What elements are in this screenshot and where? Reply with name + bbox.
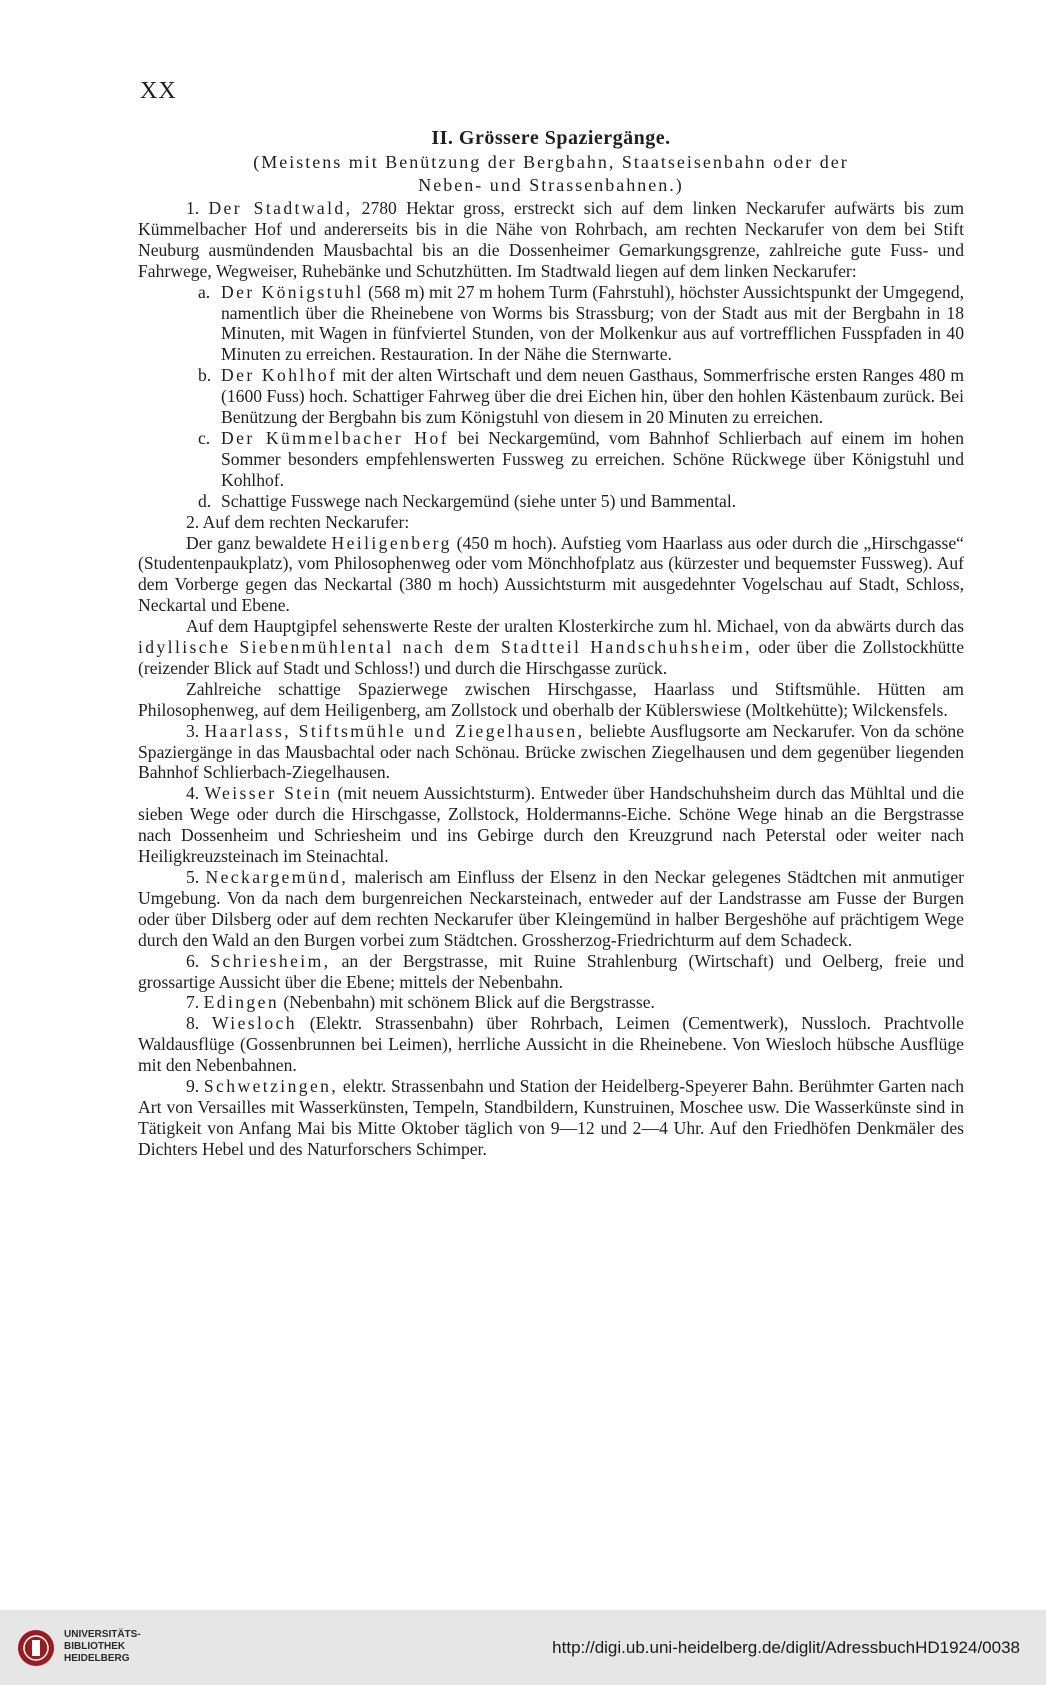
library-name: UNIVERSITÄTS- BIBLIOTHEK HEIDELBERG	[64, 1629, 141, 1664]
page-number: XX	[140, 78, 177, 104]
paragraph-6: 6. Schriesheim, an der Bergstrasse, mit Ruine Strahlenburg (Wirtschaft) und Oelberg, freie und grossartige Aussicht über die Ebene; mittels der Nebenbahn.	[138, 950, 965, 992]
paragraph-5: 5. Neckargemünd, malerisch am Einfluss der Elsenz in den Neckar gelegenes Städtchen mit anmutiger Umgebung. Von da nach dem burgenreichen Neckarsteinach, entweder auf der Landstrasse am Fusse der Burgen oder über Dilsberg oder auf dem rechten Neckarufer über Kleingemünd in halber Bergeshöhe auf prächtigem Wege durch den Wald an den Burgen vorbei zum Städtchen. Grossherzog-Friedrichturm auf dem Schadeck.	[138, 867, 964, 950]
paragraph-9: 9. Schwetzingen, elektr. Strassenbahn und Station der Heidelberg-Speyerer Bahn. Berühmter Garten nach Art von Versailles mit Wasserkünsten, Tempeln, Standbildern, Kunstruinen, Moschee usw. Die Wasserkünste sind in Tätigkeit von Anfang Mai bis Mitte Oktober täglich von 9—12 und 2—4 Uhr. Auf den Friedhöfen Denkmäler des Dichters Hebel und des Naturforschers Schimper.	[138, 1076, 964, 1159]
item-b: b. Der Kohlhof mit der alten Wirtschaft und dem neuen Gasthaus, Sommerfrische ersten Ranges 480 m (1600 Fuss) hoch. Schattiger Fahrweg über die drei Eichen hin, über den hohlen Kästenbaum zurück. Bei Benützung der Bergbahn bis zum Königstuhl von diesem in 20 Minuten zu erreichen.	[198, 365, 965, 428]
section-title: II. Grössere Spaziergänge.	[431, 127, 671, 149]
source-url-link[interactable]: http://digi.ub.uni-heidelberg.de/diglit/AdressbuchHD1924/0038	[552, 1638, 1020, 1657]
paragraph-3: 3. Haarlass, Stiftsmühle und Ziegelhausen, beliebte Ausflugsorte am Neckarufer. Von da schöne Spaziergänge in das Mausbachtal oder nach Schönau. Brücke zwischen Ziegelhausen und dem gegenüber liegenden Bahnhof Schlierbach-Ziegelhausen.	[138, 720, 965, 783]
paragraph-1: 1. Der Stadtwald, 2780 Hektar gross, erstreckt sich auf dem linken Neckarufer aufwärts bis zum Kümmelbacher Hof und andererseits bis in die Nähe von Rohrbach, am rechten Neckarufer von dem bei Stift Neuburg ausmündenden Mausbachtal bis an die Dossenheimer Gemarkungsgrenze, zahlreiche gute Fuss- und Fahrwege, Wegweiser, Ruhebänke und Schutzhütten. Im Stadtwald liegen auf dem linken Neckarufer:	[138, 198, 965, 281]
paragraph-2-hauptgipfel: Auf dem Hauptgipfel sehenswerte Reste der uralten Klosterkirche zum hl. Michael, von da abwärts durch das idyllische Siebenmühlental nach dem Stadtteil Handschuhsheim, oder über die Zollstockhütte (reizender Blick auf Stadt und Schloss!) und durch die Hirschgasse zurück.	[138, 616, 965, 678]
paragraph-2-heading: 2. Auf dem rechten Neckarufer:	[186, 511, 410, 532]
paragraph-2-spazierwege: Zahlreiche schattige Spazierwege zwischen Hirschgasse, Haarlass und Stiftsmühle. Hütten am Philosophenweg, auf dem Heiligenberg, am Zollstock und oberhalb der Küblerswiese (Moltkehütte); Wilckensfels.	[138, 678, 964, 720]
section-subtitle-line-1: (Meistens mit Benützung der Bergbahn, Staatseisenbahn oder der	[253, 152, 849, 172]
item-d: d. Schattige Fusswege nach Neckargemünd (siehe unter 5) und Bammental.	[198, 490, 737, 511]
item-c: c. Der Kümmelbacher Hof bei Neckargemünd, vom Bahnhof Schlierbach auf einem im hohen Sommer besonders empfehlenswerten Fussweg zu erreichen. Schöne Rückwege über Königstuhl und Kohlhof.	[198, 427, 965, 490]
item-a: a. Der Königstuhl (568 m) mit 27 m hohem Turm (Fahrstuhl), höchster Aussichtspunkt der Umgegend, namentlich über die Rheinebene von Worms bis Strassburg; von der Stadt aus mit der Bergbahn in 18 Minuten, mit Wagen in fünfviertel Stunden, von der Molkenkur aus auf vortrefflichen Fusspfaden in 40 Minuten zu erreichen. Restauration. In der Nähe die Sternwarte.	[198, 281, 965, 365]
section-subtitle-line-2: Neben- und Strassenbahnen.)	[418, 175, 684, 195]
paragraph-7: 7. Edingen (Nebenbahn) mit schönem Blick auf die Bergstrasse.	[186, 992, 655, 1013]
library-seal-icon	[16, 1628, 56, 1668]
paragraph-2-heiligenberg: Der ganz bewaldete Heiligenberg (450 m hoch). Aufstieg vom Haarlass aus oder durch die „Hirschgasse“ (Studentenpaukplatz), vom Philosophenweg oder vom Mönchhofplatz aus (kürzester und bequemster Fussweg). Auf dem Vorberge gegen das Neckartal (380 m hoch) Aussichtsturm mit ausgedehnter Vogelschau auf Stadt, Schloss, Neckartal und Ebene.	[138, 532, 964, 616]
viewer-footer	[0, 1610, 1046, 1685]
paragraph-4: 4. Weisser Stein (mit neuem Aussichtsturm). Entweder über Handschuhsheim durch das Mühltal und die sieben Wege oder durch die Hirschgasse, Zollstock, Holdermanns-Eiche. Schöne Wege hinab an die Bergstrasse nach Dossenheim und Schriesheim und ins Gebirge durch den Kreuzgrund nach Peterstal oder weiter nach Heiligkreuzsteinach im Steinachtal.	[138, 783, 964, 867]
paragraph-8: 8. Wiesloch (Elektr. Strassenbahn) über Rohrbach, Leimen (Cementwerk), Nussloch. Prachtvolle Waldausflüge (Gossenbrunnen bei Leimen), herrliche Aussicht in die Rheinebene. Von Wiesloch hübsche Ausflüge mit den Nebenbahnen.	[138, 1013, 964, 1076]
page-body	[138, 126, 964, 1160]
